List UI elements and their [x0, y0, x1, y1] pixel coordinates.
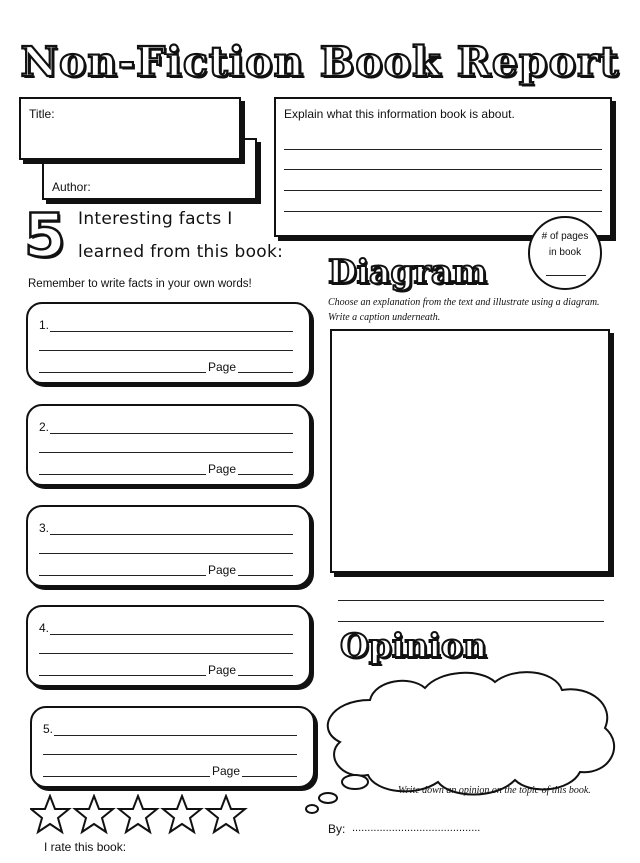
opinion-heading: Opinion	[340, 626, 487, 665]
rating-stars[interactable]	[30, 794, 255, 836]
star-icon	[119, 796, 157, 832]
explain-line	[284, 169, 602, 170]
explain-prompt: Explain what this information book is about.	[284, 107, 515, 121]
fact-line	[39, 474, 206, 475]
diagram-caption-line	[338, 600, 604, 601]
fact-line	[39, 575, 206, 576]
pages-badge-line2: in book	[548, 247, 582, 258]
pages-badge-line	[546, 275, 586, 276]
fact-line	[43, 754, 297, 755]
fact-box-3[interactable]	[26, 505, 311, 587]
facts-heading-line1: Interesting facts I	[78, 209, 233, 229]
diagram-drawing-area[interactable]	[330, 329, 610, 573]
fact-number: 4.	[39, 621, 50, 635]
fact-line	[39, 452, 293, 453]
fact-line	[43, 776, 210, 777]
fact-number: 5.	[43, 722, 54, 736]
fact-page-line	[238, 372, 293, 373]
star-icon	[207, 796, 245, 832]
star-icon	[163, 796, 201, 832]
fact-box-2[interactable]	[26, 404, 311, 486]
fact-line	[39, 653, 293, 654]
fact-page-line	[238, 575, 293, 576]
fact-page-label: Page	[208, 462, 237, 476]
fact-line	[39, 675, 206, 676]
star-icon	[75, 796, 113, 832]
diagram-instruction-line2: Write a caption underneath.	[328, 312, 441, 323]
facts-reminder: Remember to write facts in your own words!	[28, 278, 252, 290]
fact-number: 3.	[39, 521, 50, 535]
by-dots[interactable]: ..........................................	[352, 822, 481, 834]
fact-line	[39, 372, 206, 373]
fact-page-label: Page	[208, 360, 237, 374]
fact-box-1[interactable]	[26, 302, 311, 384]
opinion-caption: Write down an opinion on the topic of this book.	[398, 785, 591, 796]
fact-box-4[interactable]	[26, 605, 311, 687]
diagram-heading: Diagram	[328, 252, 488, 291]
by-label: By:	[328, 822, 346, 836]
fact-box-5[interactable]	[30, 706, 315, 788]
opinion-cloud-shape	[328, 672, 614, 794]
author-label: Author:	[52, 180, 91, 194]
fact-page-label: Page	[208, 663, 237, 677]
pages-badge-line1: # of pages	[541, 231, 589, 242]
fact-line	[39, 553, 293, 554]
page-title: Non-Fiction Book Report	[20, 38, 620, 86]
pages-badge[interactable]	[528, 216, 602, 290]
fact-page-label: Page	[212, 764, 241, 778]
fact-line	[50, 433, 293, 434]
fact-line	[50, 534, 293, 535]
star-icon	[31, 796, 69, 832]
facts-heading-line2: learned from this book:	[78, 242, 284, 262]
facts-number: 5	[24, 201, 66, 271]
fact-page-line	[238, 675, 293, 676]
opinion-thought-bubble	[306, 805, 318, 813]
explain-line	[284, 149, 602, 150]
fact-page-label: Page	[208, 563, 237, 577]
fact-line	[50, 331, 293, 332]
fact-page-line	[242, 776, 297, 777]
explain-line	[284, 190, 602, 191]
fact-line	[54, 735, 297, 736]
title-label: Title:	[29, 107, 55, 121]
opinion-thought-bubble	[342, 775, 368, 789]
diagram-caption-line	[338, 621, 604, 622]
fact-number: 2.	[39, 420, 50, 434]
rating-label: I rate this book:	[44, 840, 127, 854]
title-box[interactable]	[19, 97, 241, 160]
explain-line	[284, 211, 602, 212]
diagram-instruction-line1: Choose an explanation from the text and illustrate using a diagram.	[328, 297, 600, 308]
fact-line	[39, 350, 293, 351]
fact-number: 1.	[39, 318, 50, 332]
opinion-thought-bubble	[319, 793, 337, 803]
fact-line	[50, 634, 293, 635]
fact-page-line	[238, 474, 293, 475]
